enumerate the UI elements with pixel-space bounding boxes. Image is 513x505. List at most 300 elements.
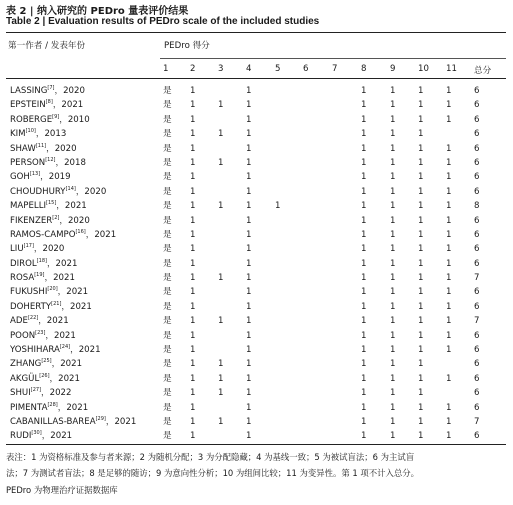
score-cell-item-9: 1 [390,86,396,96]
score-cell-item-1: 是 [163,129,172,140]
table-title-en: Table 2 | Evaluation results of PEDro scale of the included studies [6,16,320,27]
score-cell-item-4: 1 [246,416,252,427]
score-cell-item-9: 1 [390,373,396,384]
table-row [0,300,513,314]
author-name: MAPELLI [10,201,47,212]
publication-year: ，2019 [40,172,71,183]
author-year-cell [10,271,75,285]
score-cell-item-9: 1 [390,402,396,413]
item-header-5: 5 [275,64,281,74]
score-cell-item-2: 1 [190,402,196,413]
table-row [0,257,513,271]
author-year-cell [10,142,77,156]
score-cell-item-1: 是 [163,172,172,183]
score-cell-item-2: 1 [190,287,196,298]
reference-number: [21] [51,300,62,307]
score-cell-item-8: 1 [361,229,367,240]
score-cell-item-9: 1 [390,229,396,240]
item-header-9: 9 [390,64,396,74]
author-year-cell [10,214,90,228]
score-cell-item-1: 是 [163,114,172,125]
score-cell-item-8: 1 [361,416,367,427]
score-cell-item-10: 1 [418,186,424,197]
score-cell-item-4: 1 [246,359,252,370]
score-cell-item-2: 1 [190,388,196,399]
score-cell-item-9: 1 [390,172,396,183]
total-score-cell: 6 [474,330,480,341]
score-cell-item-4: 1 [246,215,252,226]
publication-year: ，2021 [38,316,69,327]
score-cell-item-2: 1 [190,244,196,255]
publication-year: ，2021 [52,100,84,111]
author-column-header: 第一作者 / 发表年份 [8,41,86,51]
score-cell-item-1: 是 [163,258,172,269]
score-cell-item-9: 1 [390,114,396,125]
score-cell-item-8: 1 [361,316,367,327]
score-cell-item-8: 1 [361,373,367,384]
table-row [0,314,513,328]
publication-year: ，2021 [61,301,92,312]
publication-year: ，2013 [35,129,67,140]
item-header-8: 8 [361,64,367,74]
score-cell-item-11: 1 [446,114,452,125]
publication-year: ，2021 [41,431,73,442]
score-cell-item-8: 1 [361,114,367,125]
reference-number: [9] [52,113,60,120]
author-name: ROSA [10,273,35,284]
score-cell-item-1: 是 [163,86,172,96]
author-name: SHUI [10,388,31,399]
group-underline [160,58,506,59]
table-row [0,98,513,112]
publication-year: ，2021 [57,402,89,413]
author-name: ROBERGE [10,114,53,125]
score-cell-item-2: 1 [190,114,196,125]
score-cell-item-9: 1 [390,258,396,269]
score-cell-item-9: 1 [390,157,396,168]
table-row [0,357,513,371]
score-cell-item-10: 1 [418,402,424,413]
score-cell-item-11: 1 [446,258,452,269]
author-name: FIKENZER [10,215,53,226]
author-year-cell [10,329,76,343]
score-cell-item-4: 1 [246,186,252,197]
score-cell-item-10: 1 [418,215,424,226]
table-row [0,84,513,98]
score-cell-item-9: 1 [390,287,396,298]
author-year-cell [10,242,64,256]
score-cell-item-1: 是 [163,431,172,442]
score-cell-item-9: 1 [390,244,396,255]
score-cell-item-4: 1 [246,402,252,413]
table-row [0,228,513,242]
score-cell-item-9: 1 [390,143,396,154]
author-year-cell [10,257,77,271]
table-row [0,242,513,256]
score-cell-item-8: 1 [361,258,367,269]
author-name: LASSING [10,86,48,96]
publication-year: ，2020 [75,186,107,197]
total-score-cell: 6 [474,359,480,370]
score-cell-item-2: 1 [190,359,196,370]
reference-number: [28] [47,401,58,408]
total-score-cell: 6 [474,345,480,356]
reference-number: [8] [45,99,53,106]
author-year-cell [10,285,88,299]
total-score-cell: 6 [474,287,480,298]
reference-number: [19] [34,272,45,279]
reference-number: [2] [52,214,60,221]
score-cell-item-8: 1 [361,402,367,413]
reference-number: [24] [59,344,71,351]
author-name: DOHERTY [10,301,52,312]
score-cell-item-8: 1 [361,143,367,154]
author-name: FUKUSHI [10,287,48,298]
author-name: DIROL [10,258,37,269]
author-name: GOH [10,172,30,183]
score-cell-item-10: 1 [418,157,424,168]
table-body [0,84,513,444]
score-cell-item-9: 1 [390,416,396,427]
score-cell-item-4: 1 [246,229,252,240]
reference-number: [11] [35,142,47,149]
author-name: EPSTEIN [10,100,46,111]
author-year-cell [10,113,90,127]
reference-number: [14] [65,185,76,192]
reference-number: [15] [46,200,57,207]
score-cell-item-10: 1 [418,273,424,284]
reference-number: [22] [27,315,39,322]
table-row [0,127,513,141]
score-cell-item-4: 1 [246,172,252,183]
score-cell-item-10: 1 [418,431,424,442]
author-year-cell [10,98,83,112]
total-score-cell: 7 [474,316,480,327]
score-cell-item-4: 1 [246,301,252,312]
score-cell-item-4: 1 [246,157,252,168]
score-cell-item-9: 1 [390,345,396,356]
score-cell-item-1: 是 [163,143,172,154]
author-year-cell [10,199,87,213]
score-cell-item-10: 1 [418,416,424,427]
reference-number: [27] [30,387,42,394]
score-cell-item-8: 1 [361,330,367,341]
total-score-cell: 6 [474,258,480,269]
score-cell-item-3: 1 [218,201,224,212]
score-cell-item-1: 是 [163,273,172,284]
author-year-cell [10,170,71,184]
score-cell-item-10: 1 [418,301,424,312]
table-row [0,214,513,228]
publication-year: ，2021 [44,273,75,284]
item-header-6: 6 [303,64,309,74]
publication-year: ，2021 [49,373,80,384]
table-row [0,170,513,184]
score-cell-item-10: 1 [418,287,424,298]
score-cell-item-10: 1 [418,129,424,140]
score-cell-item-11: 1 [446,157,452,168]
table-row [0,429,513,443]
author-name: PIMENTA [10,402,48,413]
score-cell-item-2: 1 [190,157,196,168]
item-header-11: 11 [446,64,457,74]
score-cell-item-2: 1 [190,201,196,212]
author-name: CABANILLAS-BAREA [10,416,96,427]
score-cell-item-4: 1 [246,273,252,284]
author-year-cell [10,156,86,170]
score-cell-item-1: 是 [163,330,172,341]
score-cell-item-1: 是 [163,157,172,168]
bottom-rule [6,444,506,445]
total-score-cell: 6 [474,129,480,140]
score-cell-item-11: 1 [446,301,452,312]
score-cell-item-11: 1 [446,316,452,327]
author-year-cell [10,372,80,386]
score-cell-item-11: 1 [446,431,452,442]
score-cell-item-9: 1 [390,330,396,341]
score-cell-item-1: 是 [163,229,172,240]
score-cell-item-8: 1 [361,215,367,226]
score-cell-item-9: 1 [390,431,396,442]
score-cell-item-8: 1 [361,301,367,312]
score-cell-item-9: 1 [390,301,396,312]
author-name: LIU [10,244,24,255]
score-cell-item-11: 1 [446,273,452,284]
table-row [0,156,513,170]
score-cell-item-11: 1 [446,186,452,197]
score-cell-item-9: 1 [390,100,396,111]
author-year-cell [10,300,92,314]
score-cell-item-9: 1 [390,273,396,284]
publication-year: ，2010 [59,114,90,125]
score-cell-item-2: 1 [190,172,196,183]
author-name: ADE [10,316,28,327]
score-cell-item-4: 1 [246,388,252,399]
score-cell-item-4: 1 [246,431,252,442]
score-cell-item-2: 1 [190,86,196,96]
reference-number: [18] [36,257,47,264]
pedro-score-header: PEDro 得分 [164,41,210,51]
score-cell-item-8: 1 [361,201,367,212]
total-score-cell: 6 [474,100,480,111]
author-year-cell [10,386,71,400]
total-score-cell: 8 [474,201,480,212]
reference-number: [12] [45,156,56,163]
item-header-1: 1 [163,64,169,74]
score-cell-item-11: 1 [446,330,452,341]
score-cell-item-10: 1 [418,229,424,240]
score-cell-item-1: 是 [163,215,172,226]
score-cell-item-1: 是 [163,402,172,413]
score-cell-item-8: 1 [361,186,367,197]
total-score-cell: 6 [474,431,480,442]
item-header-7: 7 [332,64,338,74]
score-cell-item-2: 1 [190,273,196,284]
score-cell-item-10: 1 [418,359,424,370]
author-name: YOSHIHARA [10,345,60,356]
total-score-cell: 6 [474,402,480,413]
score-cell-item-5: 1 [275,201,281,212]
publication-year: ，2020 [54,86,85,96]
table-row [0,285,513,299]
author-name: KIM [10,129,26,140]
author-year-cell [10,127,66,141]
table-row [0,372,513,386]
score-cell-item-2: 1 [190,416,196,427]
author-name: PERSON [10,157,46,168]
publication-year: ，2021 [51,359,83,370]
score-cell-item-1: 是 [163,186,172,197]
total-score-cell: 6 [474,373,480,384]
score-cell-item-8: 1 [361,345,367,356]
item-header-4: 4 [246,64,252,74]
author-year-cell [10,84,85,98]
score-cell-item-10: 1 [418,330,424,341]
score-cell-item-10: 1 [418,114,424,125]
score-cell-item-10: 1 [418,172,424,183]
score-cell-item-10: 1 [418,100,424,111]
score-cell-item-1: 是 [163,287,172,298]
reference-number: [29] [95,415,106,422]
score-cell-item-4: 1 [246,201,252,212]
author-year-cell [10,185,106,199]
table-row [0,142,513,156]
score-cell-item-1: 是 [163,301,172,312]
reference-number: [25] [41,358,52,365]
score-cell-item-1: 是 [163,388,172,399]
score-cell-item-4: 1 [246,316,252,327]
score-cell-item-1: 是 [163,416,172,427]
score-cell-item-10: 1 [418,388,424,399]
total-score-cell: 6 [474,301,480,312]
table-row [0,386,513,400]
score-cell-item-2: 1 [190,143,196,154]
score-cell-item-2: 1 [190,100,196,111]
score-cell-item-2: 1 [190,301,196,312]
total-score-cell: 6 [474,114,480,125]
score-cell-item-8: 1 [361,388,367,399]
score-cell-item-1: 是 [163,316,172,327]
publication-year: ，2021 [57,287,89,298]
total-score-cell: 6 [474,143,480,154]
score-cell-item-4: 1 [246,258,252,269]
score-cell-item-10: 1 [418,258,424,269]
score-cell-item-11: 1 [446,86,452,96]
score-cell-item-4: 1 [246,345,252,356]
score-cell-item-10: 1 [418,373,424,384]
score-cell-item-9: 1 [390,316,396,327]
reference-number: [20] [47,286,58,293]
score-cell-item-11: 1 [446,287,452,298]
score-cell-item-11: 1 [446,244,452,255]
author-name: SHAW [10,143,36,154]
score-cell-item-8: 1 [361,100,367,111]
score-cell-item-9: 1 [390,388,396,399]
score-cell-item-2: 1 [190,186,196,197]
author-year-cell [10,429,72,443]
score-cell-item-10: 1 [418,201,424,212]
publication-year: ，2020 [46,143,77,154]
score-cell-item-4: 1 [246,143,252,154]
score-cell-item-2: 1 [190,316,196,327]
table-row [0,415,513,429]
score-cell-item-1: 是 [163,201,172,212]
score-cell-item-11: 1 [446,416,452,427]
publication-year: ，2021 [85,229,117,240]
author-year-cell [10,228,116,242]
total-score-cell: 6 [474,244,480,255]
publication-year: ，2021 [56,201,87,212]
reference-number: [7] [47,85,55,91]
publication-year: ，2020 [59,215,90,226]
score-cell-item-4: 1 [246,287,252,298]
score-cell-item-3: 1 [218,373,224,384]
total-score-cell: 6 [474,157,480,168]
table-row [0,271,513,285]
publication-year: ，2021 [46,258,78,269]
score-cell-item-9: 1 [390,215,396,226]
score-cell-item-3: 1 [218,273,224,284]
score-cell-item-11: 1 [446,172,452,183]
score-cell-item-9: 1 [390,186,396,197]
score-cell-item-4: 1 [246,330,252,341]
publication-year: ，2021 [45,330,76,341]
item-header-3: 3 [218,64,224,74]
score-cell-item-1: 是 [163,373,172,384]
publication-year: ，2021 [105,416,137,427]
score-cell-item-10: 1 [418,244,424,255]
author-name: AKGÜL [10,373,40,384]
item-header-12: 总分 [474,66,492,76]
score-cell-item-2: 1 [190,330,196,341]
score-cell-item-9: 1 [390,201,396,212]
score-cell-item-8: 1 [361,157,367,168]
score-cell-item-11: 1 [446,373,452,384]
total-score-cell: 6 [474,86,480,96]
total-score-cell: 7 [474,273,480,284]
score-cell-item-4: 1 [246,129,252,140]
score-cell-item-1: 是 [163,359,172,370]
publication-year: ，2021 [70,345,101,356]
score-cell-item-1: 是 [163,345,172,356]
table-row [0,185,513,199]
score-cell-item-3: 1 [218,100,224,111]
reference-number: [13] [29,171,41,178]
table-row [0,329,513,343]
score-cell-item-4: 1 [246,114,252,125]
author-year-cell [10,343,101,357]
table-row [0,199,513,213]
publication-year: ，2018 [55,157,86,168]
score-cell-item-2: 1 [190,431,196,442]
table-row [0,343,513,357]
reference-number: [10] [25,128,36,135]
total-score-cell: 6 [474,388,480,399]
score-cell-item-3: 1 [218,416,224,427]
score-cell-item-11: 1 [446,201,452,212]
author-name: CHOUDHURY [10,186,66,197]
score-cell-item-8: 1 [361,172,367,183]
score-cell-item-8: 1 [361,244,367,255]
score-cell-item-10: 1 [418,86,424,96]
table-title-cn: 表 2 | 纳入研究的 PEDro 量表评价结果 [6,6,189,17]
score-cell-item-4: 1 [246,244,252,255]
score-cell-item-4: 1 [246,373,252,384]
reference-number: [17] [23,243,34,250]
total-score-cell: 6 [474,172,480,183]
score-cell-item-2: 1 [190,229,196,240]
score-cell-item-8: 1 [361,287,367,298]
